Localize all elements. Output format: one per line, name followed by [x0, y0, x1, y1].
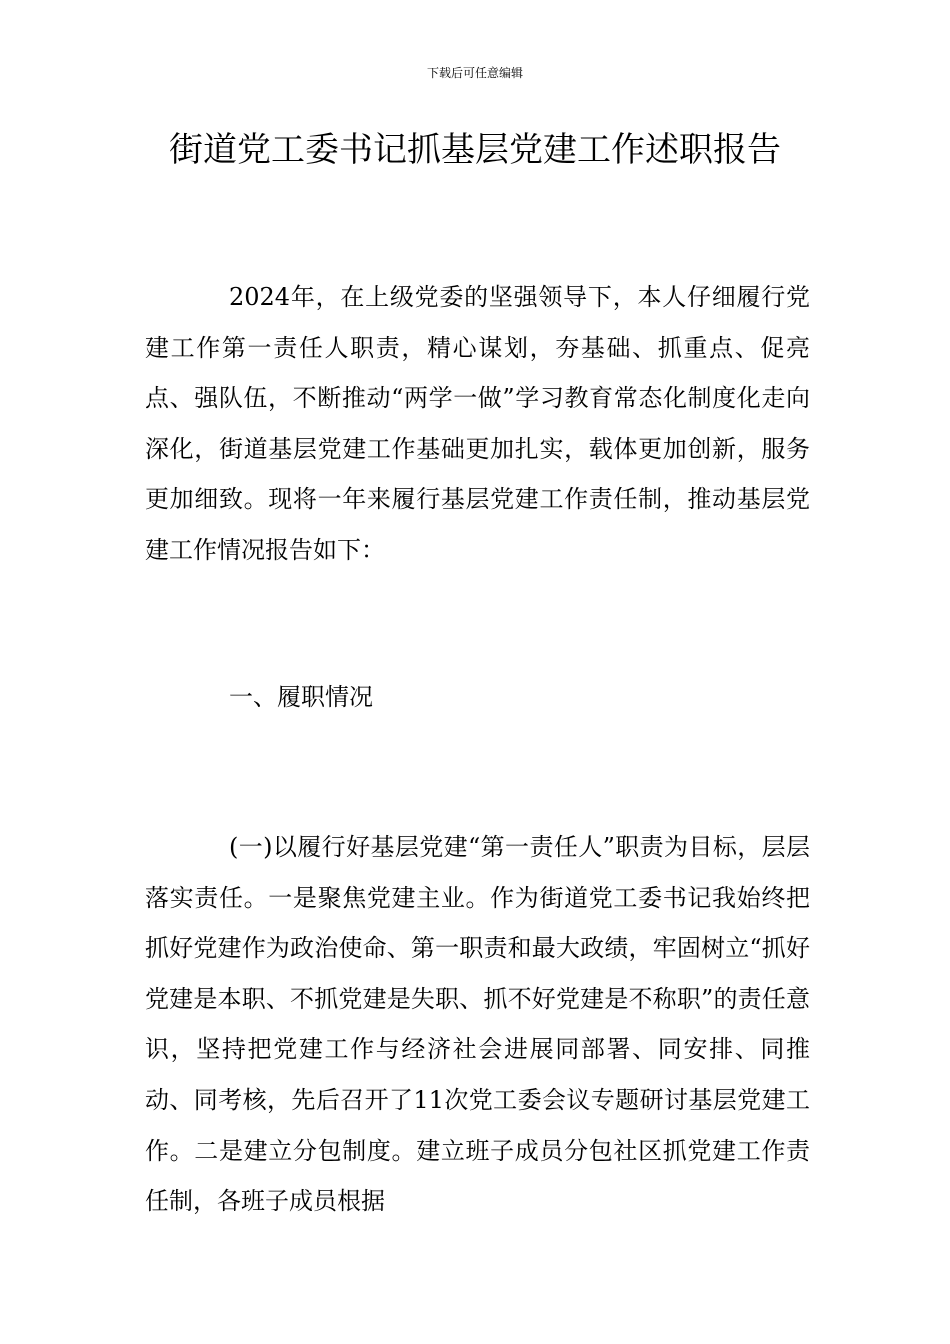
section-paragraph: (一)以履行好基层党建“第一责任人”职责为目标，层层落实责任。一是聚焦党建主业。作为街道党工委书记我始终把抓好党建作为政治使命、第一职责和最大政绩，牢固树立“抓好党建是本职、不抓党建是失职、抓不好党建是不称职”的责任意识，坚持把党建工作与经济社会进展同部署、同安排、同推动、同考核，先后召开了11次党工委会议专题研讨基层党建工作。二是建立分包制度。建立班子成员分包社区抓党建工作责任制，各班子成员根据 — [145, 833, 810, 1216]
document-title: 街道党工委书记抓基层党建工作述职报告 — [169, 130, 781, 170]
header-note: 下载后可任意编辑 — [426, 66, 523, 80]
section-heading: 一、履职情况 — [229, 683, 373, 711]
intro-paragraph: 2024年，在上级党委的坚强领导下，本人仔细履行党建工作第一责任人职责，精心谋划，夯基础、抓重点、促亮点、强队伍，不断推动“两学一做”学习教育常态化制度化走向深化，街道基层党建工作基础更加扎实，载体更加创新，服务更加细致。现将一年来履行基层党建工作责任制，推动基层党建工作情况报告如下： — [145, 283, 810, 564]
